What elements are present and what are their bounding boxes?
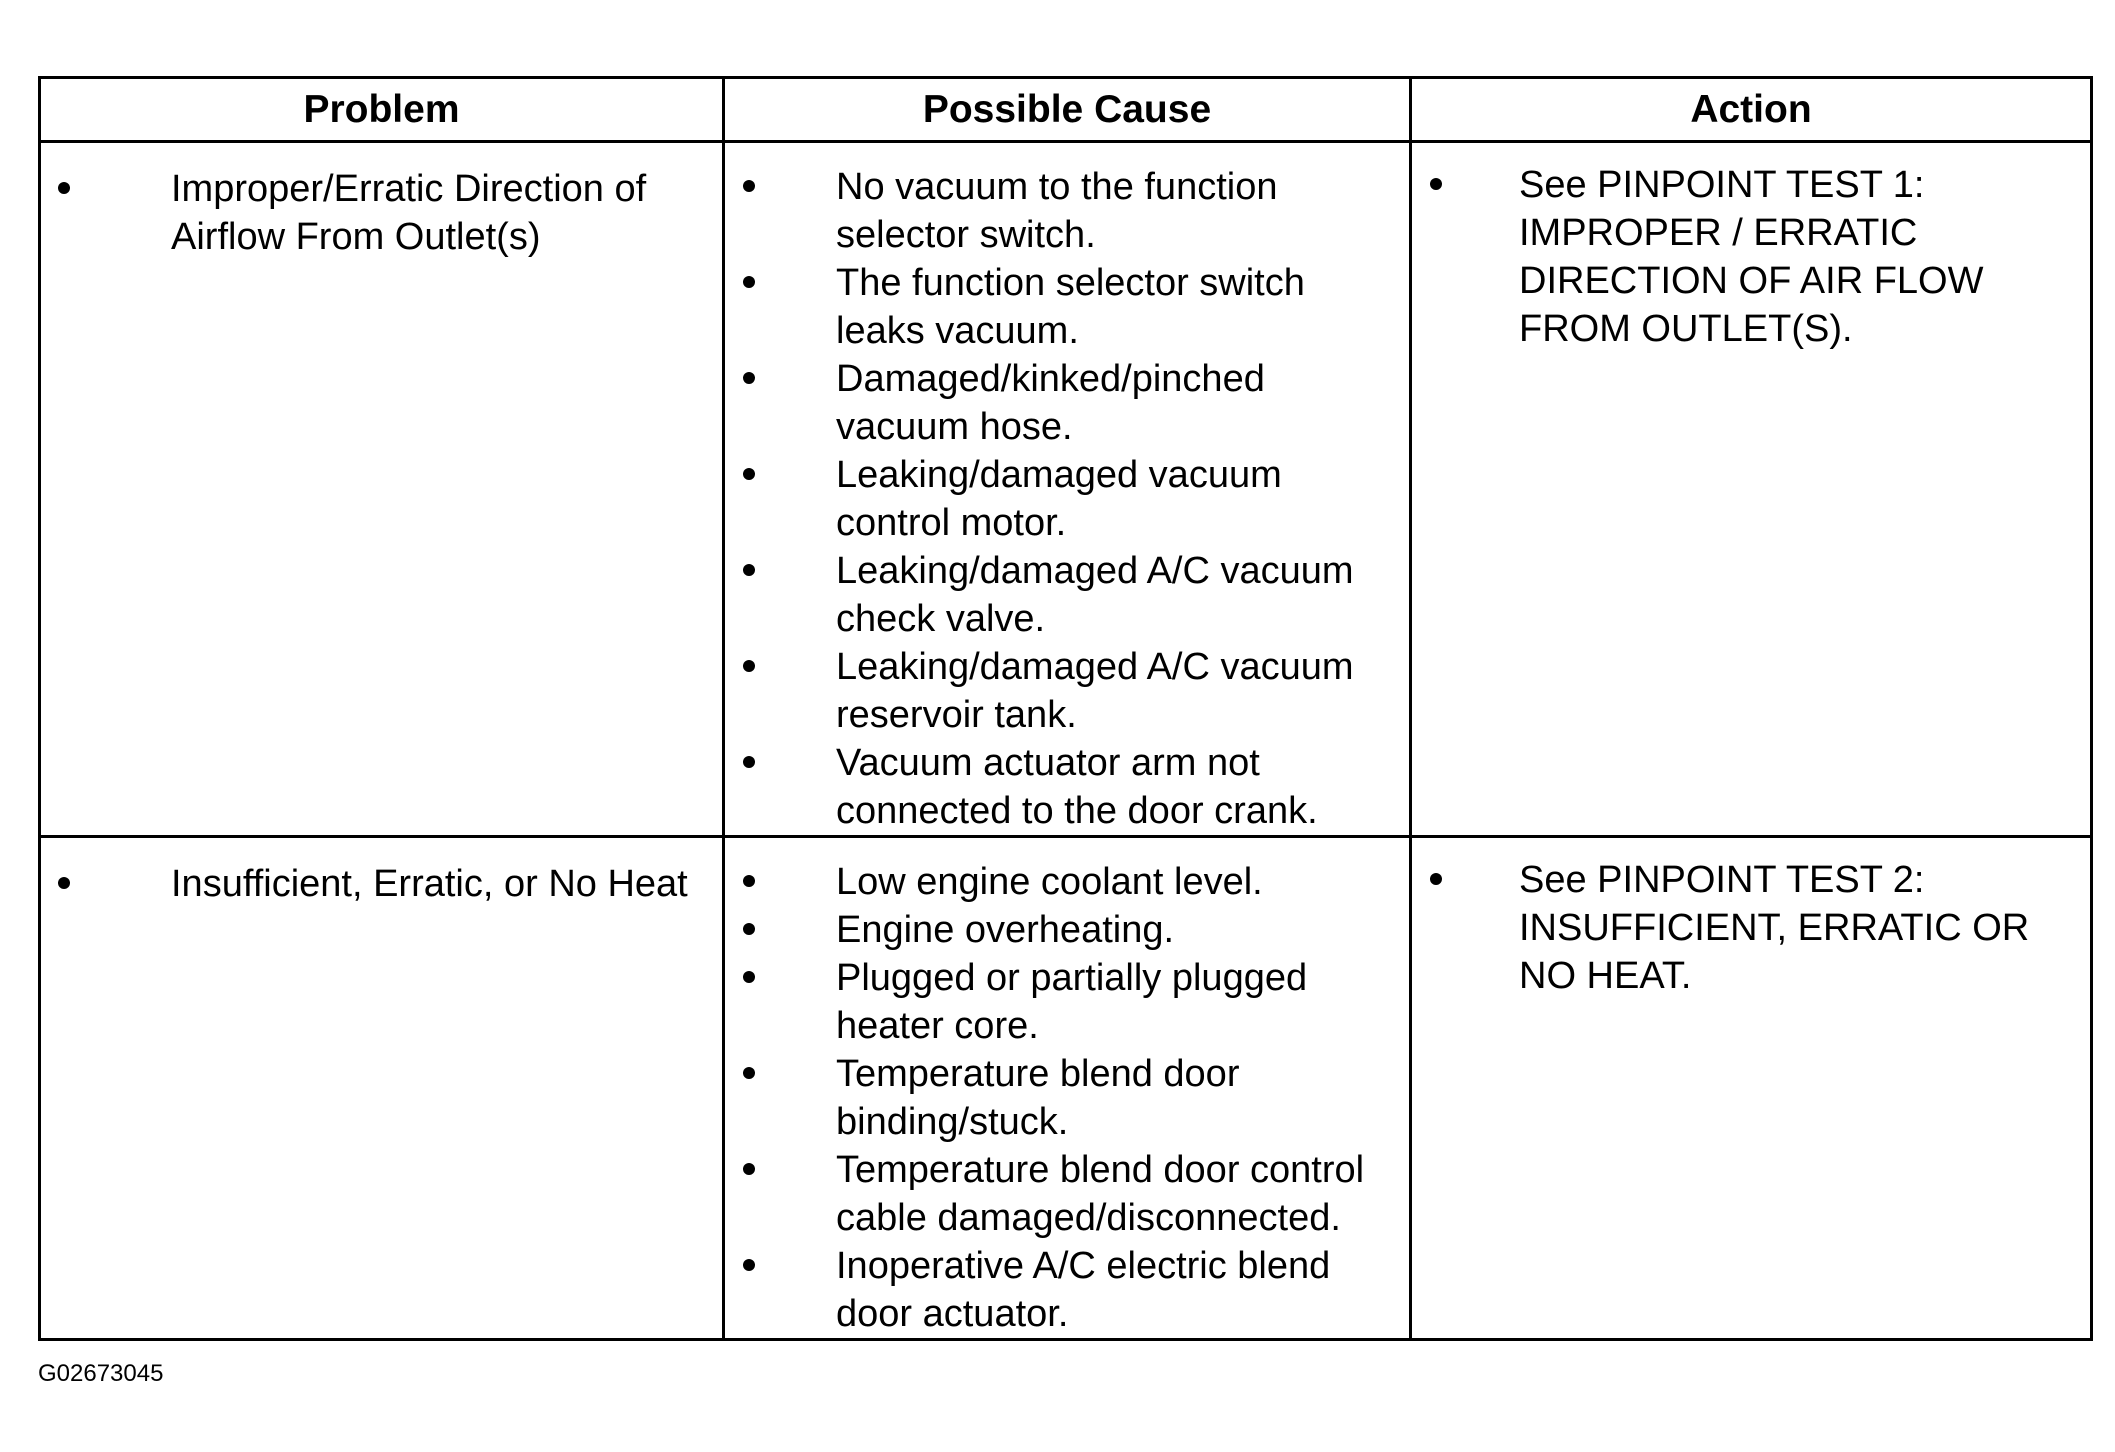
cause-text: Leaking/damaged A/C vacuum check valve. [836, 550, 1354, 640]
cause-text: Damaged/kinked/pinched vacuum hose. [836, 358, 1265, 448]
cause-text: Plugged or partially plugged heater core. [836, 957, 1308, 1047]
list-item [743, 1242, 1393, 1338]
list-item [743, 858, 1393, 906]
list-item [743, 954, 1393, 1050]
cause-text: No vacuum to the function selector switch. [836, 166, 1278, 256]
bullet-icon [743, 276, 755, 288]
bullet-icon [743, 372, 755, 384]
list-item [743, 1146, 1393, 1242]
list-item [743, 163, 1393, 259]
header-row [40, 78, 2092, 142]
bullet-icon [1430, 873, 1442, 885]
list-item [743, 1050, 1393, 1146]
list-item [1430, 856, 2074, 1000]
bullet-icon [743, 971, 755, 983]
table-row [40, 837, 2092, 1340]
cause-text: Temperature blend door control cable damaged/disconnected. [836, 1149, 1365, 1239]
list-item [743, 355, 1393, 451]
header-possible-cause: Possible Cause [724, 78, 1411, 142]
list-item [743, 643, 1393, 739]
bullet-icon [743, 180, 755, 192]
cause-cell [724, 142, 1411, 837]
list-item [58, 165, 702, 261]
list-item [743, 739, 1393, 835]
problem-cell [40, 837, 724, 1340]
bullet-icon [743, 1067, 755, 1079]
action-cell [1411, 142, 2092, 837]
bullet-icon [743, 875, 755, 887]
header-problem: Problem [40, 78, 724, 142]
cause-text: Temperature blend door binding/stuck. [836, 1053, 1240, 1143]
list-item [743, 259, 1393, 355]
problem-text: Improper/Erratic Direction of Airflow From Outlet(s) [171, 168, 647, 258]
bullet-icon [743, 756, 755, 768]
bullet-icon [58, 182, 70, 194]
cause-text: The function selector switch leaks vacuum. [836, 262, 1305, 352]
bullet-icon [743, 1259, 755, 1271]
cause-text: Inoperative A/C electric blend door actuator. [836, 1245, 1331, 1335]
bullet-icon [743, 660, 755, 672]
problem-cell [40, 142, 724, 837]
cause-text: Leaking/damaged A/C vacuum reservoir tank. [836, 646, 1354, 736]
bullet-icon [1430, 178, 1442, 190]
cause-text: Vacuum actuator arm not connected to the door crank. [836, 742, 1318, 832]
cause-cell [724, 837, 1411, 1340]
list-item [743, 451, 1393, 547]
action-text: See PINPOINT TEST 1: IMPROPER / ERRATIC DIRECTION OF AIR FLOW FROM OUTLET(S). [1519, 164, 1984, 350]
list-item [743, 906, 1393, 954]
bullet-icon [743, 1163, 755, 1175]
cause-text: Engine overheating. [836, 909, 1175, 951]
diagnosis-table [38, 76, 2093, 1341]
action-text: See PINPOINT TEST 2: INSUFFICIENT, ERRATIC OR NO HEAT. [1519, 859, 2030, 997]
cause-text: Low engine coolant level. [836, 861, 1263, 903]
list-item [743, 547, 1393, 643]
header-action: Action [1411, 78, 2092, 142]
bullet-icon [743, 564, 755, 576]
bullet-icon [743, 923, 755, 935]
bullet-icon [743, 468, 755, 480]
problem-text: Insufficient, Erratic, or No Heat [171, 863, 688, 905]
table-row [40, 142, 2092, 837]
figure-id: G02673045 [38, 1360, 164, 1387]
list-item [1430, 161, 2074, 353]
cause-text: Leaking/damaged vacuum control motor. [836, 454, 1282, 544]
action-cell [1411, 837, 2092, 1340]
list-item [58, 860, 702, 908]
bullet-icon [58, 877, 70, 889]
